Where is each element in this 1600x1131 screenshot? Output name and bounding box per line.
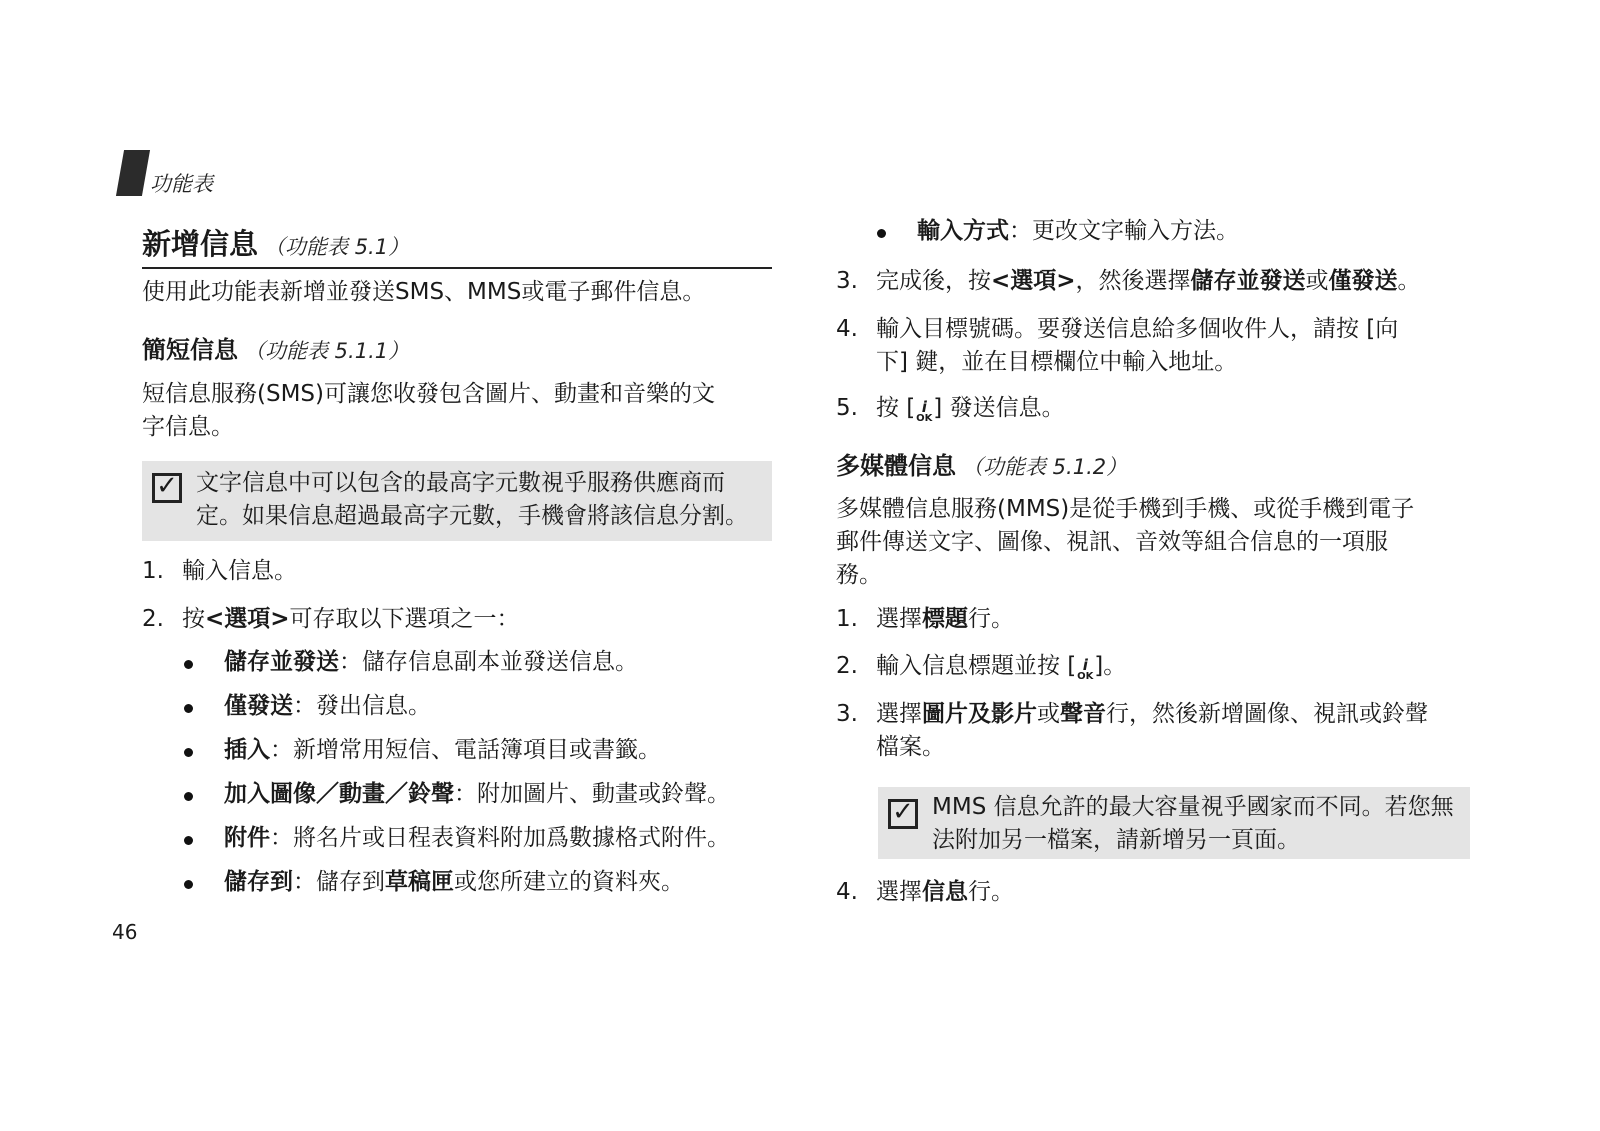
sms-description	[142, 378, 715, 444]
sms-step-5	[836, 392, 1065, 425]
step-text: 行。	[968, 879, 1014, 905]
option-title: 標題	[922, 606, 968, 632]
mms-desc-line: 郵件傳送文字、圖像、視訊、音效等組合信息的一項服	[836, 529, 1388, 555]
step-text: 。	[1397, 268, 1421, 294]
ok-key-icon	[1076, 656, 1094, 683]
ok-key-icon	[915, 398, 933, 425]
bullet-term: 加入圖像／動畫／鈴聲	[224, 781, 454, 807]
bullet-term: 輸入方式	[917, 218, 1009, 244]
sms-step-1	[142, 555, 297, 588]
bullet-dot	[184, 660, 193, 669]
bullet-desc: 或您所建立的資料夾。	[454, 869, 684, 895]
sms-note-text	[196, 467, 748, 533]
checkbox-icon: ✓	[152, 473, 182, 503]
sms-note-line: 定。如果信息超過最高字元數，手機會將該信息分割。	[196, 503, 748, 529]
step-text: 選擇	[876, 701, 922, 727]
option-message: 信息	[922, 879, 968, 905]
bullet-dot	[184, 704, 193, 713]
mms-desc-line: 多媒體信息服務(MMS)是從手機到手機、或從手機到電子	[836, 496, 1415, 522]
bullet-term: 儲存並發送	[224, 649, 339, 675]
sms-step-2	[142, 603, 520, 636]
step-text: 行，然後新增圖像、視訊或鈴聲	[1106, 701, 1428, 727]
bullet-term: 插入	[224, 737, 270, 763]
bullet-save-to	[184, 866, 684, 899]
step-text: ，然後選擇	[1075, 268, 1191, 294]
step-number: 4.	[836, 879, 858, 905]
page-number: 46	[112, 920, 138, 944]
bullet-dot	[184, 748, 193, 757]
step-text: ] 發送信息。	[933, 395, 1065, 421]
options-key: <選項>	[991, 268, 1076, 294]
step-text: 行。	[968, 606, 1014, 632]
page-title	[142, 222, 772, 269]
bullet-dot	[184, 792, 193, 801]
bullet-desc: ：附加圖片、動畫或鈴聲。	[454, 781, 730, 807]
bullet-desc-bold: 草稿匣	[385, 869, 454, 895]
bullet-add-media	[184, 778, 730, 811]
step-number: 2.	[142, 606, 164, 632]
option-save-send: 儲存並發送	[1190, 268, 1306, 294]
ok-icon-glyph: i	[1082, 656, 1088, 674]
sms-heading-ref: （功能表 5.1.1）	[244, 339, 410, 363]
mms-heading-ref: （功能表 5.1.2）	[962, 455, 1128, 479]
mms-heading	[836, 446, 1127, 481]
bullet-input-method	[877, 215, 1239, 248]
option-picture-video: 圖片及影片	[922, 701, 1037, 727]
step-text: 可存取以下選項之一：	[289, 606, 520, 632]
checkbox-icon: ✓	[888, 799, 918, 829]
step-text: 輸入信息標題並按 [	[876, 653, 1077, 679]
mms-step-1	[836, 603, 1014, 636]
bullet-term: 附件	[224, 825, 270, 851]
step-text: 輸入信息。	[182, 558, 297, 584]
step-number: 1.	[836, 606, 858, 632]
section-marker	[116, 150, 150, 196]
page-title-ref: （功能表 5.1）	[264, 235, 410, 259]
step-text: 檔案。	[876, 734, 945, 760]
step-number: 5.	[836, 395, 858, 421]
step-text: 完成後，按	[876, 268, 991, 294]
sms-note	[142, 461, 772, 541]
option-sound: 聲音	[1060, 701, 1106, 727]
mms-step-4	[836, 876, 1014, 909]
step-number: 4.	[836, 316, 858, 342]
intro-text: 使用此功能表新增並發送SMS、MMS或電子郵件信息。	[142, 279, 706, 305]
sms-heading-text: 簡短信息	[142, 336, 238, 364]
ok-icon-glyph: i	[921, 398, 927, 416]
step-number: 3.	[836, 701, 858, 727]
mms-desc-line: 務。	[836, 562, 882, 588]
bullet-term: 僅發送	[224, 693, 293, 719]
sms-heading	[142, 330, 409, 365]
option-send-only: 僅發送	[1328, 268, 1398, 294]
bullet-dot	[184, 880, 193, 889]
mms-note-line: 法附加另一檔案，請新增另一頁面。	[932, 827, 1300, 853]
step-text: 按	[182, 606, 205, 632]
step-text: ]。	[1094, 653, 1127, 679]
step-text: 按 [	[876, 395, 916, 421]
step-text: 下] 鍵，並在目標欄位中輸入地址。	[876, 349, 1238, 375]
page-title-text: 新增信息	[142, 227, 259, 261]
bullet-desc: ：發出信息。	[293, 693, 431, 719]
bullet-desc: ：新增常用短信、電話簿項目或書籤。	[270, 737, 661, 763]
sms-step-4	[836, 313, 1398, 379]
bullet-dot	[877, 229, 886, 238]
mms-step-3	[836, 698, 1428, 764]
sms-note-line: 文字信息中可以包含的最高字元數視乎服務供應商而	[196, 470, 725, 496]
mms-note-line: MMS 信息允許的最大容量視乎國家而不同。若您無	[932, 794, 1454, 820]
bullet-term: 儲存到	[224, 869, 293, 895]
mms-description	[836, 493, 1414, 592]
sms-desc-line: 短信息服務(SMS)可讓您收發包含圖片、動畫和音樂的文	[142, 381, 715, 407]
mms-heading-text: 多媒體信息	[836, 452, 956, 480]
step-text: 選擇	[876, 606, 922, 632]
step-number: 3.	[836, 268, 858, 294]
bullet-send-only	[184, 690, 431, 723]
bullet-save-send	[184, 646, 638, 679]
mms-note	[878, 787, 1470, 859]
options-key: <選項>	[205, 606, 290, 632]
mms-note-text	[932, 791, 1454, 857]
bullet-desc: ：儲存信息副本並發送信息。	[339, 649, 638, 675]
mms-step-2	[836, 650, 1126, 683]
ok-icon-label: OK	[1077, 671, 1094, 682]
bullet-desc: ：更改文字輸入方法。	[1009, 218, 1239, 244]
step-number: 2.	[836, 653, 858, 679]
step-text: 或	[1037, 701, 1060, 727]
ok-icon-label: OK	[916, 413, 933, 424]
step-number: 1.	[142, 558, 164, 584]
step-text: 選擇	[876, 879, 922, 905]
bullet-desc: ：將名片或日程表資料附加爲數據格式附件。	[270, 825, 730, 851]
bullet-insert	[184, 734, 661, 767]
sms-step-3	[836, 265, 1421, 298]
step-text: 輸入目標號碼。要發送信息給多個收件人，請按 [向	[876, 316, 1399, 342]
bullet-dot	[184, 836, 193, 845]
sms-desc-line: 字信息。	[142, 414, 234, 440]
step-text: 或	[1305, 268, 1329, 294]
bullet-attach	[184, 822, 730, 855]
bullet-desc: ：儲存到	[293, 869, 385, 895]
section-label: 功能表	[150, 172, 213, 196]
